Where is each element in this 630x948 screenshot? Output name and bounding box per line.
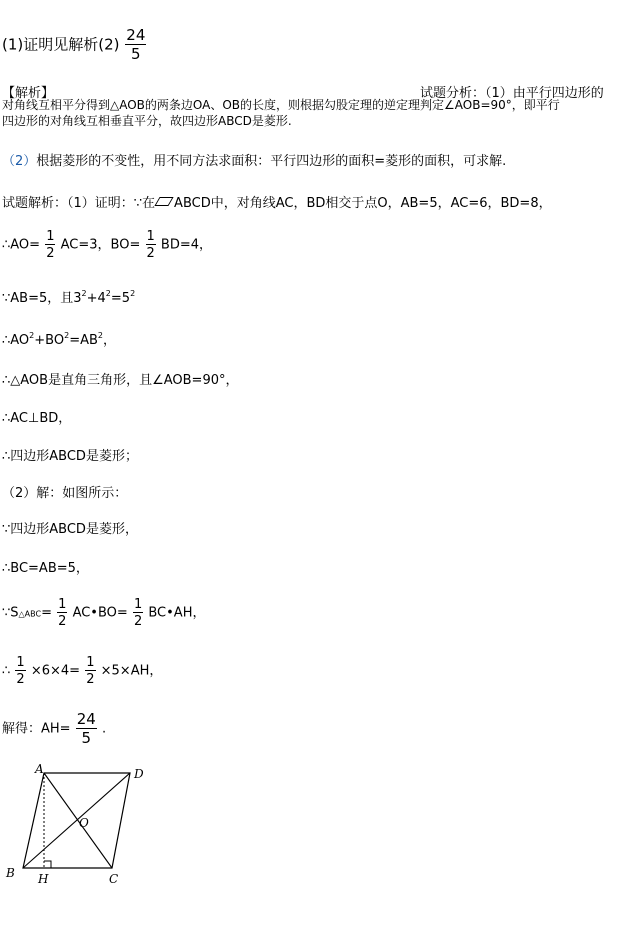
answer-line xyxy=(2,28,147,62)
step-1-b: AC=3，BO= xyxy=(60,237,141,253)
step-1-c: BD=4， xyxy=(160,237,213,253)
step-10-c: ×5×AH， xyxy=(100,663,163,679)
step-2-c: =5 xyxy=(110,291,131,306)
rhombus-figure xyxy=(0,760,160,890)
step-9-sub: △ABC xyxy=(18,609,42,619)
step-3-a: ∴AO xyxy=(2,333,30,348)
analysis-line-4-prefix: （2） xyxy=(2,154,37,169)
step-10-a: ∴ xyxy=(2,663,11,679)
diagonal-ac xyxy=(44,773,112,868)
step-3-b: +BO xyxy=(34,333,65,348)
half-den: 2 xyxy=(58,614,67,629)
half-fraction xyxy=(146,230,156,260)
step-5: ∴AC⊥BD， xyxy=(2,411,72,426)
step-9-d: BC•AH， xyxy=(148,605,206,621)
right-angle-mark xyxy=(44,861,51,868)
analysis-line-3: 四边形的对角线互相垂直平分，故四边形ABCD是菱形. xyxy=(2,114,292,128)
square-exponent: 2 xyxy=(64,331,70,340)
step-3 xyxy=(2,329,116,348)
step-3-d: ， xyxy=(103,333,117,348)
step-2-a: ∵AB=5，且3 xyxy=(2,291,82,306)
result-num: 24 xyxy=(76,710,96,728)
step-9 xyxy=(2,598,205,628)
step-10 xyxy=(2,656,162,686)
half-num: 1 xyxy=(86,655,95,670)
analysis-line-4 xyxy=(2,150,506,169)
step-11 xyxy=(2,712,106,746)
analysis-header-right: 试题分析：（1）由平行四边形的 xyxy=(420,86,604,101)
label-c: C xyxy=(109,872,119,886)
half-num: 1 xyxy=(146,229,155,244)
half-fraction xyxy=(133,598,143,628)
answer-text: (1)证明见解析(2) xyxy=(2,35,120,54)
step-1-a: ∴AO= xyxy=(2,237,41,253)
solution-intro-a: 试题解析：（1）证明：∵在 xyxy=(2,196,156,211)
step-6: ∴四边形ABCD是菱形； xyxy=(2,449,138,464)
analysis-line-2: 对角线互相平分得到△AOB的两条边OA、OB的长度，则根据勾股定理的逆定理判定∠AOB=90°，即平行 xyxy=(2,98,560,112)
half-num: 1 xyxy=(133,597,143,612)
result-fraction xyxy=(76,712,97,746)
half-den: 2 xyxy=(133,614,143,629)
step-8: ∴BC=AB=5， xyxy=(2,561,89,576)
half-num: 1 xyxy=(16,655,25,670)
square-exponent: 2 xyxy=(130,289,136,298)
step-10-b: ×6×4= xyxy=(30,663,81,679)
square-exponent: 2 xyxy=(97,331,103,340)
step-11-b: . xyxy=(101,721,107,737)
half-fraction xyxy=(85,656,95,686)
step-4: ∴△AOB是直角三角形，且∠AOB=90°， xyxy=(2,373,239,388)
step-9-b: = xyxy=(41,605,52,621)
solution-intro xyxy=(2,192,552,211)
half-den: 2 xyxy=(16,672,25,687)
answer-fraction xyxy=(125,28,146,62)
step-7: ∵四边形ABCD是菱形， xyxy=(2,522,138,537)
diagonal-bd xyxy=(23,773,130,868)
answer-frac-num: 24 xyxy=(126,26,146,44)
half-num: 1 xyxy=(46,229,55,244)
label-d: D xyxy=(134,767,144,781)
answer-frac-den: 5 xyxy=(131,45,141,63)
step-1 xyxy=(2,230,212,260)
analysis-label: 【解析】 xyxy=(2,86,55,101)
square-exponent: 2 xyxy=(29,331,35,340)
half-den: 2 xyxy=(46,246,55,261)
half-fraction xyxy=(45,230,55,260)
label-a: A xyxy=(35,762,44,776)
part-2-heading: （2）解：如图所示： xyxy=(2,486,128,501)
label-b: B xyxy=(6,866,15,880)
half-fraction xyxy=(57,598,67,628)
half-fraction xyxy=(15,656,25,686)
solution-intro-b: ABCD中，对角线AC，BD相交于点O，AB=5，AC=6，BD=8， xyxy=(174,196,552,211)
step-2 xyxy=(2,287,135,306)
step-2-b: +4 xyxy=(86,291,106,306)
step-9-a: ∵S xyxy=(2,605,19,621)
step-3-c: =AB xyxy=(69,333,98,348)
label-h: H xyxy=(38,872,49,886)
square-exponent: 2 xyxy=(105,289,111,298)
parallelogram-icon xyxy=(154,197,173,206)
step-9-c: AC•BO= xyxy=(72,605,128,621)
half-den: 2 xyxy=(86,672,95,687)
label-o: O xyxy=(79,816,89,830)
square-exponent: 2 xyxy=(81,289,87,298)
half-num: 1 xyxy=(58,597,67,612)
result-den: 5 xyxy=(81,729,92,747)
analysis-line-4-text: 根据菱形的不变性，用不同方法求面积：平行四边形的面积=菱形的面积，可求解. xyxy=(36,154,507,169)
step-11-a: 解得：AH= xyxy=(2,721,71,737)
half-den: 2 xyxy=(146,246,155,261)
